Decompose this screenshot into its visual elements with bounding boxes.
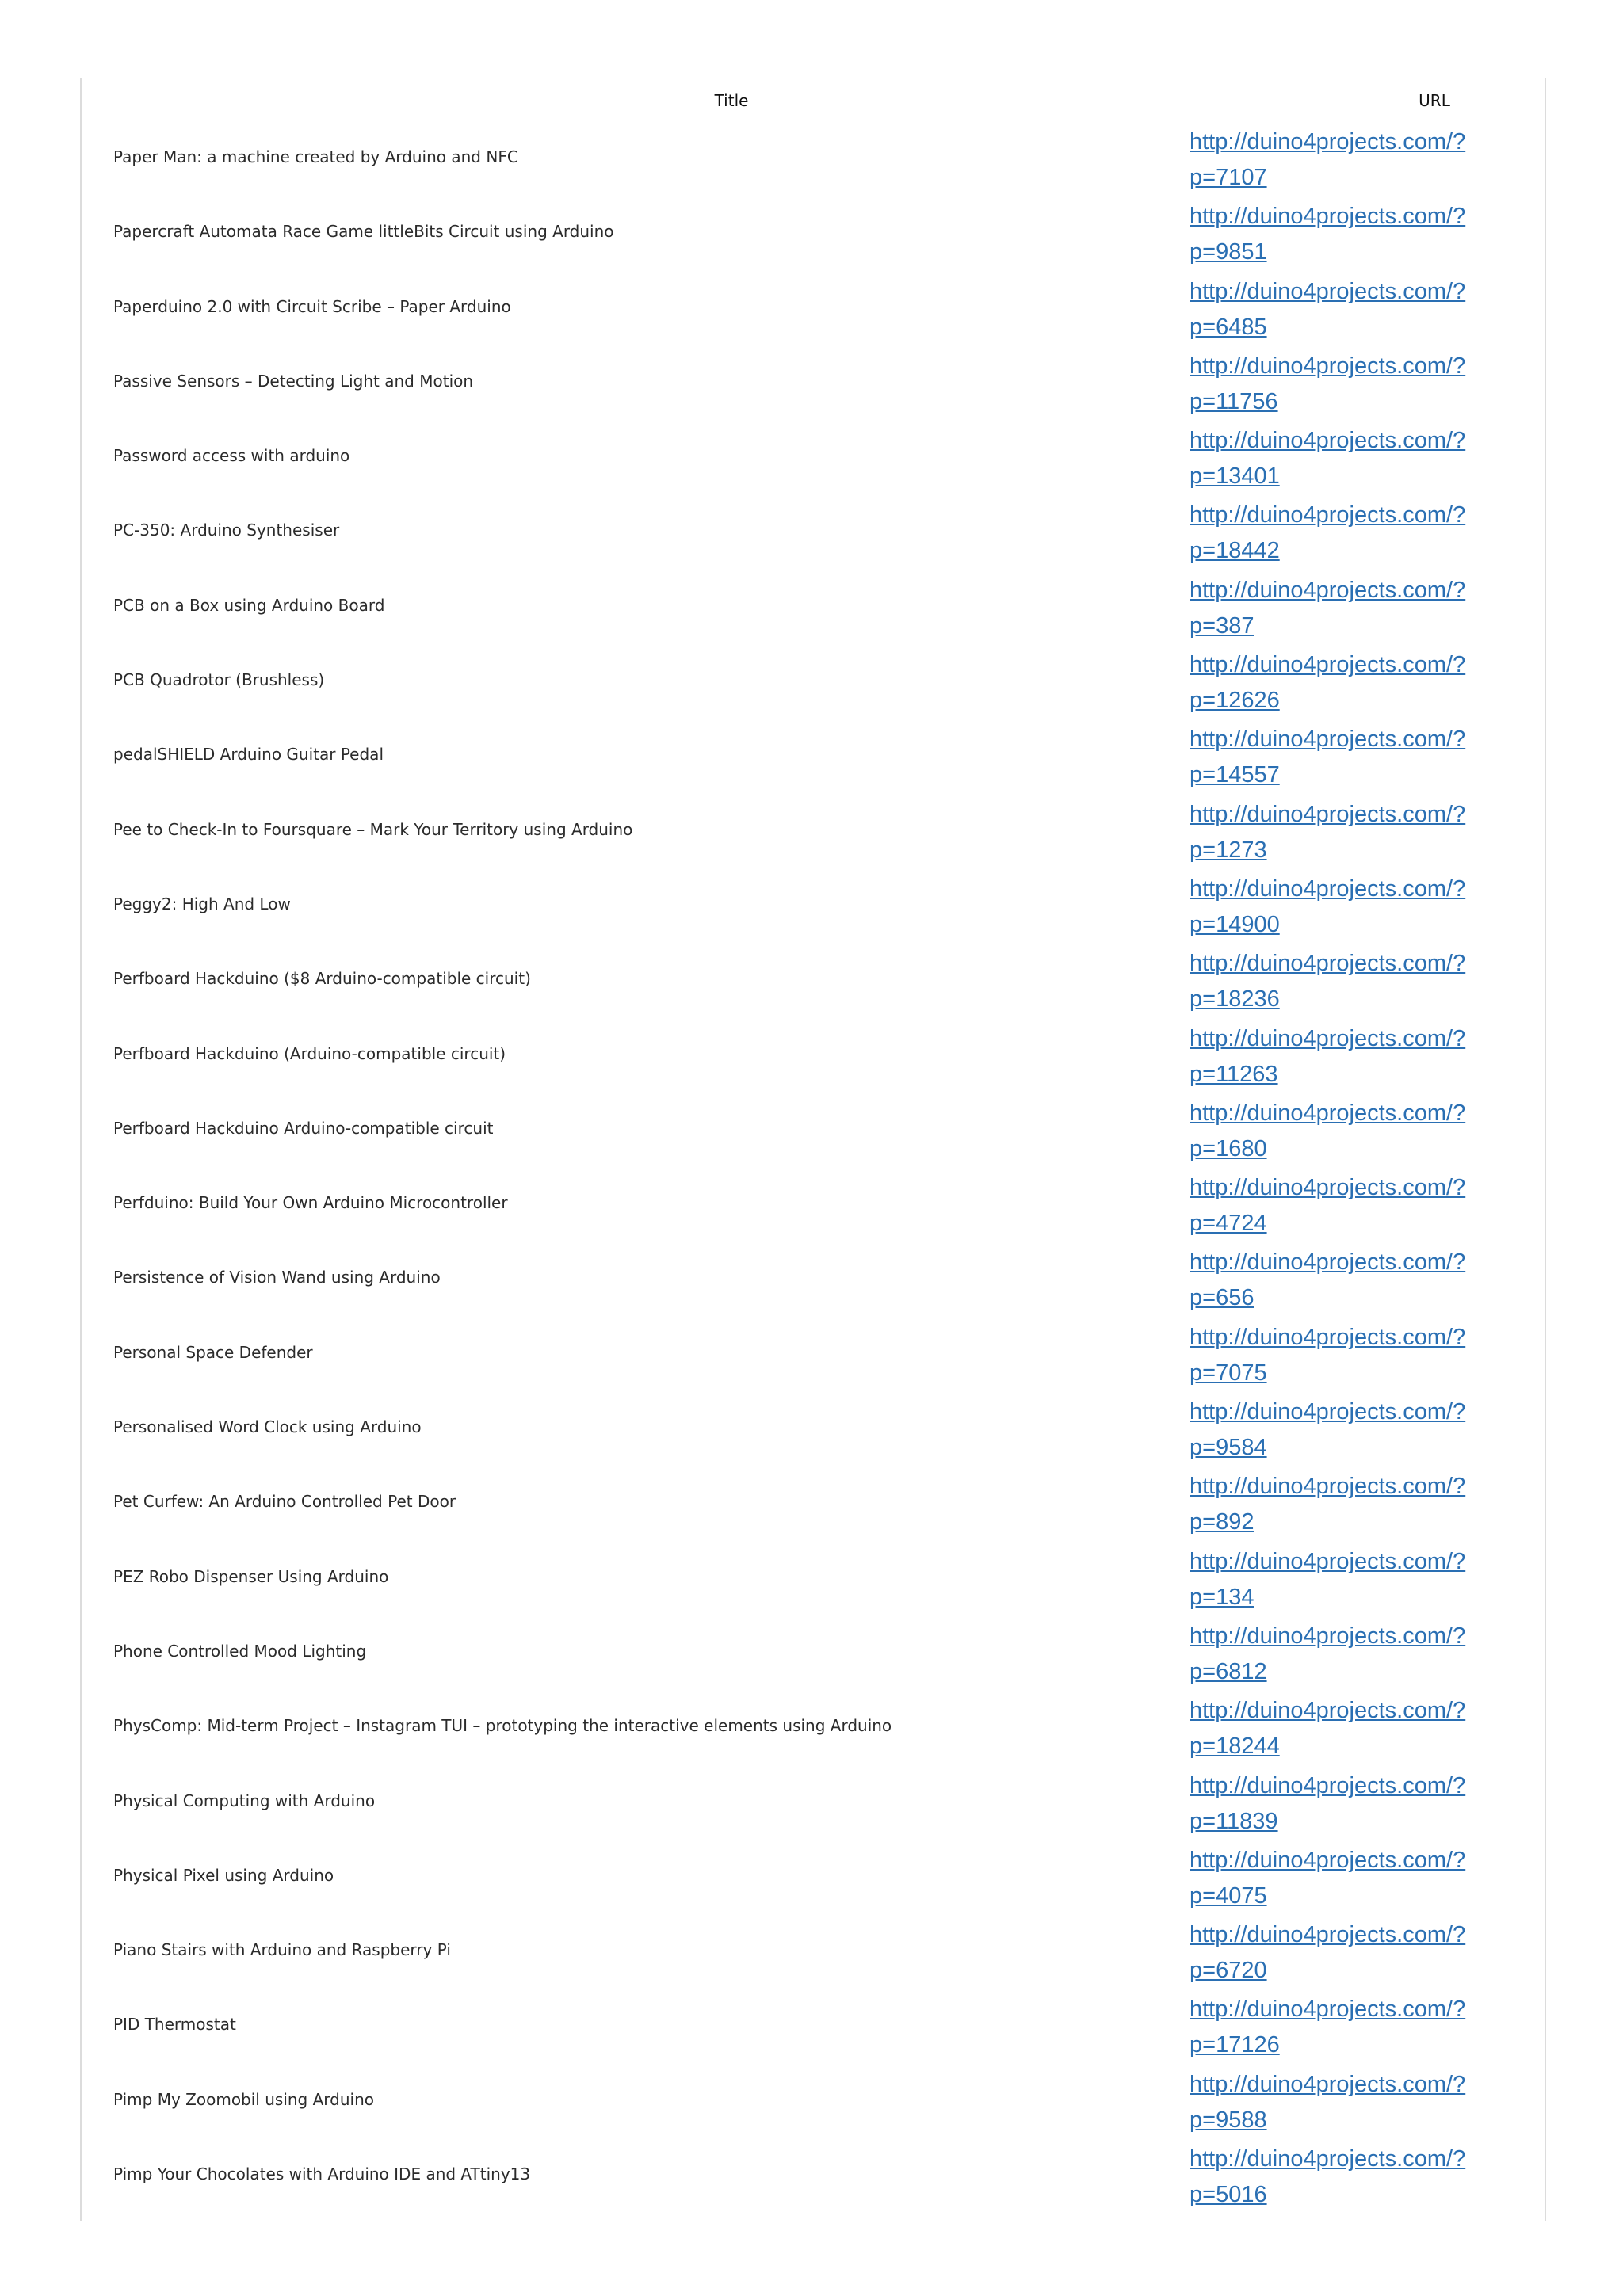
- project-url-link[interactable]: [1190, 2067, 1522, 2138]
- project-url-link[interactable]: [1190, 1394, 1522, 1466]
- url-line-2: p=892: [1190, 1509, 1254, 1535]
- url-line-1: http://duino4projects.com/?: [1190, 1025, 1466, 1051]
- table-row: [82, 423, 1545, 498]
- project-url-link[interactable]: [1190, 1693, 1522, 1764]
- table-row: [82, 124, 1545, 199]
- project-url-link[interactable]: [1190, 1096, 1522, 1167]
- url-line-1: http://duino4projects.com/?: [1190, 1772, 1466, 1798]
- url-line-2: p=11839: [1190, 1808, 1278, 1834]
- project-title: Perfboard Hackduino Arduino-compatible circuit: [113, 1118, 494, 1138]
- url-line-1: http://duino4projects.com/?: [1190, 1698, 1466, 1724]
- url-line-1: http://duino4projects.com/?: [1190, 1100, 1466, 1126]
- project-url-link[interactable]: [1190, 647, 1522, 719]
- table-row: [82, 1992, 1545, 2066]
- url-line-2: p=14900: [1190, 911, 1280, 937]
- url-line-1: http://duino4projects.com/?: [1190, 1548, 1466, 1574]
- url-line-1: http://duino4projects.com/?: [1190, 801, 1466, 827]
- table-row: [82, 1469, 1545, 1543]
- url-line-1: http://duino4projects.com/?: [1190, 951, 1466, 977]
- project-url-link[interactable]: [1190, 1170, 1522, 1241]
- url-line-1: http://duino4projects.com/?: [1190, 577, 1466, 603]
- project-url-link[interactable]: [1190, 1992, 1522, 2063]
- table-row: [82, 1843, 1545, 1917]
- project-title: PC-350: Arduino Synthesiser: [113, 521, 340, 540]
- url-line-1: http://duino4projects.com/?: [1190, 502, 1466, 528]
- url-line-2: p=9851: [1190, 239, 1267, 265]
- table-row: [82, 274, 1545, 349]
- url-line-1: http://duino4projects.com/?: [1190, 2071, 1466, 2097]
- project-title: Password access with arduino: [113, 446, 350, 466]
- table-row: [82, 1320, 1545, 1394]
- project-url-link[interactable]: [1190, 797, 1522, 868]
- url-line-1: http://duino4projects.com/?: [1190, 428, 1466, 454]
- table-row: [82, 1619, 1545, 1693]
- url-line-2: p=18442: [1190, 538, 1280, 564]
- url-line-2: p=7107: [1190, 165, 1267, 190]
- project-url-link[interactable]: [1190, 124, 1522, 196]
- url-line-1: http://duino4projects.com/?: [1190, 652, 1466, 678]
- project-title: PCB on a Box using Arduino Board: [113, 595, 385, 615]
- url-line-1: http://duino4projects.com/?: [1190, 1922, 1466, 1948]
- project-url-link[interactable]: [1190, 1843, 1522, 1914]
- project-title: Paper Man: a machine created by Arduino and NFC: [113, 147, 518, 166]
- url-line-1: http://duino4projects.com/?: [1190, 1399, 1466, 1425]
- column-header-title: Title: [714, 91, 749, 110]
- table-row: [82, 722, 1545, 796]
- table-row: [82, 1021, 1545, 1096]
- table-header-row: [82, 78, 1545, 124]
- project-url-link[interactable]: [1190, 498, 1522, 569]
- project-url-link[interactable]: [1190, 423, 1522, 494]
- project-title: pedalSHIELD Arduino Guitar Pedal: [113, 745, 384, 765]
- project-url-link[interactable]: [1190, 349, 1522, 420]
- project-url-link[interactable]: [1190, 1469, 1522, 1540]
- url-line-2: p=18236: [1190, 986, 1280, 1013]
- url-line-1: http://duino4projects.com/?: [1190, 1847, 1466, 1873]
- project-title: PCB Quadrotor (Brushless): [113, 670, 325, 690]
- url-line-1: http://duino4projects.com/?: [1190, 2146, 1466, 2172]
- url-line-2: p=6485: [1190, 314, 1267, 340]
- url-line-2: p=17126: [1190, 2032, 1280, 2058]
- url-line-2: p=9588: [1190, 2107, 1267, 2133]
- project-url-link[interactable]: [1190, 2142, 1522, 2213]
- project-url-link[interactable]: [1190, 199, 1522, 270]
- url-line-1: http://duino4projects.com/?: [1190, 1623, 1466, 1649]
- project-title: Perfboard Hackduino ($8 Arduino-compatible circuit): [113, 969, 531, 989]
- project-url-link[interactable]: [1190, 1619, 1522, 1690]
- url-line-2: p=6812: [1190, 1658, 1267, 1684]
- table-row: [82, 1917, 1545, 1992]
- project-url-link[interactable]: [1190, 871, 1522, 943]
- table-body: [82, 124, 1545, 2216]
- projects-table: [82, 78, 1545, 2208]
- project-url-link[interactable]: [1190, 1320, 1522, 1391]
- project-title: Phone Controlled Mood Lighting: [113, 1641, 367, 1661]
- url-line-1: http://duino4projects.com/?: [1190, 1249, 1466, 1276]
- url-line-1: http://duino4projects.com/?: [1190, 204, 1466, 230]
- table-row: [82, 1245, 1545, 1319]
- url-line-2: p=387: [1190, 612, 1254, 639]
- table-row: [82, 797, 1545, 871]
- project-title: Piano Stairs with Arduino and Raspberry Pi: [113, 1940, 451, 1960]
- url-line-1: http://duino4projects.com/?: [1190, 1175, 1466, 1201]
- project-url-link[interactable]: [1190, 1544, 1522, 1615]
- url-line-2: p=9584: [1190, 1435, 1267, 1461]
- project-title: Peggy2: High And Low: [113, 894, 291, 913]
- url-line-2: p=1273: [1190, 837, 1267, 863]
- url-line-2: p=18244: [1190, 1733, 1280, 1760]
- table-row: [82, 199, 1545, 273]
- project-title: Physical Pixel using Arduino: [113, 1865, 334, 1885]
- table-row: [82, 1394, 1545, 1469]
- project-url-link[interactable]: [1190, 573, 1522, 644]
- project-title: Pee to Check-In to Foursquare – Mark Your Territory using Arduino: [113, 819, 633, 839]
- project-url-link[interactable]: [1190, 1768, 1522, 1840]
- url-line-1: http://duino4projects.com/?: [1190, 1474, 1466, 1500]
- project-title: Paperduino 2.0 with Circuit Scribe – Paper Arduino: [113, 296, 511, 316]
- url-line-1: http://duino4projects.com/?: [1190, 278, 1466, 304]
- table-row: [82, 498, 1545, 572]
- url-line-2: p=6720: [1190, 1958, 1267, 1984]
- table-row: [82, 1096, 1545, 1170]
- url-line-2: p=656: [1190, 1285, 1254, 1311]
- url-line-2: p=5016: [1190, 2182, 1267, 2208]
- url-line-2: p=4075: [1190, 1882, 1267, 1909]
- url-line-2: p=14557: [1190, 762, 1280, 788]
- table-row: [82, 2142, 1545, 2216]
- table-row: [82, 1170, 1545, 1245]
- project-title: PEZ Robo Dispenser Using Arduino: [113, 1566, 389, 1586]
- url-line-2: p=11756: [1190, 388, 1278, 414]
- project-title: Personal Space Defender: [113, 1342, 313, 1362]
- project-url-link[interactable]: [1190, 1917, 1522, 1989]
- table-row: [82, 349, 1545, 423]
- table-row: [82, 1693, 1545, 1768]
- project-url-link[interactable]: [1190, 946, 1522, 1017]
- project-title: Pimp Your Chocolates with Arduino IDE and ATtiny13: [113, 2164, 531, 2184]
- project-title: PID Thermostat: [113, 2015, 236, 2035]
- project-url-link[interactable]: [1190, 1245, 1522, 1316]
- project-title: Personalised Word Clock using Arduino: [113, 1417, 422, 1437]
- url-line-1: http://duino4projects.com/?: [1190, 129, 1466, 154]
- table-row: [82, 647, 1545, 722]
- url-line-1: http://duino4projects.com/?: [1190, 1324, 1466, 1350]
- url-line-2: p=12626: [1190, 688, 1280, 714]
- table-row: [82, 946, 1545, 1020]
- document-frame: [80, 78, 1546, 2221]
- column-header-url: URL: [1419, 91, 1450, 110]
- url-line-1: http://duino4projects.com/?: [1190, 353, 1466, 379]
- url-line-2: p=4724: [1190, 1211, 1267, 1237]
- url-line-1: http://duino4projects.com/?: [1190, 1997, 1466, 2023]
- url-line-2: p=1680: [1190, 1135, 1267, 1161]
- project-title: Papercraft Automata Race Game littleBits Circuit using Arduino: [113, 222, 614, 242]
- project-url-link[interactable]: [1190, 274, 1522, 345]
- url-line-2: p=11263: [1190, 1061, 1278, 1087]
- table-row: [82, 1544, 1545, 1619]
- table-row: [82, 871, 1545, 946]
- project-title: Pet Curfew: An Arduino Controlled Pet Door: [113, 1492, 456, 1512]
- table-row: [82, 1768, 1545, 1843]
- project-title: Perfboard Hackduino (Arduino-compatible circuit): [113, 1043, 506, 1063]
- table-row: [82, 573, 1545, 647]
- project-title: Passive Sensors – Detecting Light and Motion: [113, 371, 474, 391]
- url-line-2: p=13401: [1190, 463, 1280, 490]
- project-title: Physical Computing with Arduino: [113, 1791, 376, 1810]
- table-row: [82, 2067, 1545, 2142]
- url-line-1: http://duino4projects.com/?: [1190, 727, 1466, 753]
- url-line-2: p=7075: [1190, 1360, 1267, 1386]
- project-title: Perfduino: Build Your Own Arduino Microcontroller: [113, 1193, 508, 1213]
- project-url-link[interactable]: [1190, 722, 1522, 793]
- project-title: PhysComp: Mid-term Project – Instagram TUI – prototyping the interactive elements using Arduino: [113, 1716, 892, 1736]
- url-line-2: p=134: [1190, 1584, 1254, 1610]
- project-title: Pimp My Zoomobil using Arduino: [113, 2089, 374, 2109]
- project-url-link[interactable]: [1190, 1021, 1522, 1093]
- url-line-1: http://duino4projects.com/?: [1190, 875, 1466, 902]
- project-title: Persistence of Vision Wand using Arduino: [113, 1268, 441, 1287]
